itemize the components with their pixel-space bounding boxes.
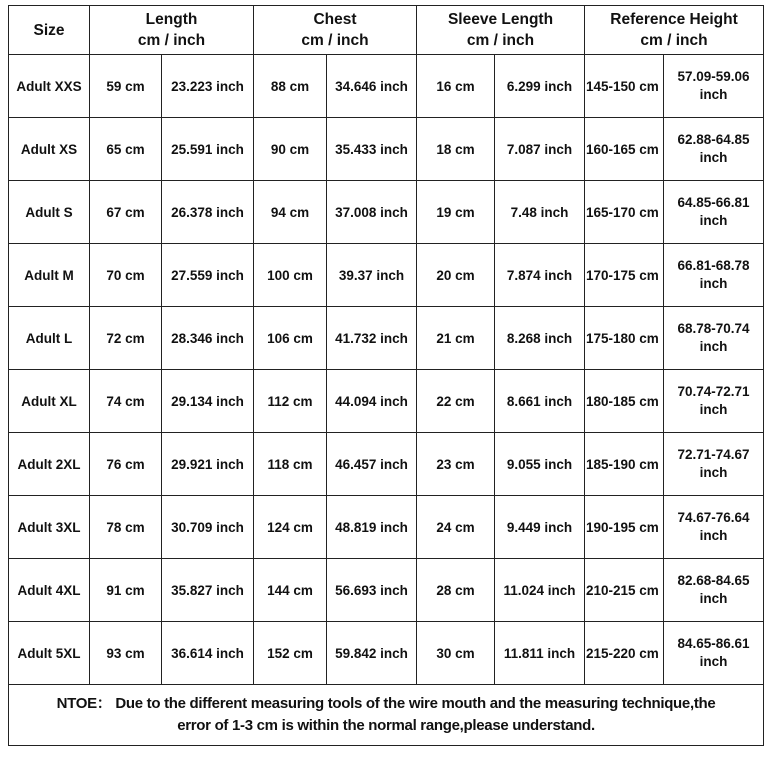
chest-inch-cell: 48.819 inch xyxy=(327,496,417,559)
height-inch-range: 82.68-84.65 xyxy=(677,573,750,588)
length-cm-cell: 67 cm xyxy=(90,181,162,244)
header-chest: Chest cm / inch xyxy=(254,6,417,55)
size-cell: Adult S xyxy=(9,181,90,244)
table-row xyxy=(9,118,764,181)
length-inch-cell: 35.827 inch xyxy=(162,559,254,622)
height-inch-unit: inch xyxy=(699,402,728,417)
measurement-note xyxy=(9,685,764,746)
sleeve-cm-cell: 22 cm xyxy=(417,370,495,433)
chest-inch-cell: 56.693 inch xyxy=(327,559,417,622)
chest-inch-cell: 41.732 inch xyxy=(327,307,417,370)
note-line-1: NTOE： Due to the different measuring tools of the wire mouth and the measuring technique,the xyxy=(56,695,716,712)
height-cm-cell: 170-175 cm xyxy=(585,244,664,307)
size-cell: Adult 3XL xyxy=(9,496,90,559)
sleeve-cm-cell: 23 cm xyxy=(417,433,495,496)
length-cm-cell: 93 cm xyxy=(90,622,162,685)
chest-cm-cell: 144 cm xyxy=(254,559,327,622)
height-inch-range: 84.65-86.61 xyxy=(677,636,750,651)
header-row xyxy=(9,6,764,55)
height-inch-cell xyxy=(664,370,764,433)
height-inch-range: 57.09-59.06 xyxy=(677,69,750,84)
length-cm-cell: 91 cm xyxy=(90,559,162,622)
header-sleeve-length: Sleeve Length cm / inch xyxy=(417,6,585,55)
height-inch-unit: inch xyxy=(699,150,728,165)
chest-cm-cell: 90 cm xyxy=(254,118,327,181)
size-chart-table xyxy=(8,5,764,746)
length-inch-cell: 29.134 inch xyxy=(162,370,254,433)
chest-inch-cell: 35.433 inch xyxy=(327,118,417,181)
length-cm-cell: 65 cm xyxy=(90,118,162,181)
height-inch-range: 70.74-72.71 xyxy=(677,384,750,399)
chest-inch-cell: 39.37 inch xyxy=(327,244,417,307)
chest-inch-cell: 34.646 inch xyxy=(327,55,417,118)
length-cm-cell: 76 cm xyxy=(90,433,162,496)
table-row xyxy=(9,181,764,244)
length-cm-cell: 78 cm xyxy=(90,496,162,559)
chest-cm-cell: 100 cm xyxy=(254,244,327,307)
sleeve-cm-cell: 16 cm xyxy=(417,55,495,118)
height-cm-cell: 145-150 cm xyxy=(585,55,664,118)
height-inch-unit: inch xyxy=(699,87,728,102)
height-cm-cell: 160-165 cm xyxy=(585,118,664,181)
length-cm-cell: 59 cm xyxy=(90,55,162,118)
height-inch-unit: inch xyxy=(699,213,728,228)
height-inch-cell xyxy=(664,55,764,118)
sleeve-inch-cell: 7.48 inch xyxy=(495,181,585,244)
chest-cm-cell: 124 cm xyxy=(254,496,327,559)
table-row xyxy=(9,244,764,307)
height-cm-cell: 175-180 cm xyxy=(585,307,664,370)
size-cell: Adult 4XL xyxy=(9,559,90,622)
height-cm-cell: 215-220 cm xyxy=(585,622,664,685)
length-inch-cell: 27.559 inch xyxy=(162,244,254,307)
height-inch-range: 74.67-76.64 xyxy=(677,510,750,525)
height-cm-cell: 185-190 cm xyxy=(585,433,664,496)
sleeve-inch-cell: 7.087 inch xyxy=(495,118,585,181)
size-cell: Adult M xyxy=(9,244,90,307)
height-cm-cell: 165-170 cm xyxy=(585,181,664,244)
table-row xyxy=(9,622,764,685)
chest-cm-cell: 118 cm xyxy=(254,433,327,496)
height-inch-unit: inch xyxy=(699,465,728,480)
sleeve-cm-cell: 19 cm xyxy=(417,181,495,244)
size-cell: Adult XL xyxy=(9,370,90,433)
sleeve-inch-cell: 6.299 inch xyxy=(495,55,585,118)
length-inch-cell: 25.591 inch xyxy=(162,118,254,181)
height-inch-unit: inch xyxy=(699,276,728,291)
chest-inch-cell: 37.008 inch xyxy=(327,181,417,244)
header-size: Size xyxy=(9,6,90,55)
length-cm-cell: 70 cm xyxy=(90,244,162,307)
sleeve-cm-cell: 18 cm xyxy=(417,118,495,181)
sleeve-cm-cell: 28 cm xyxy=(417,559,495,622)
size-cell: Adult 2XL xyxy=(9,433,90,496)
sleeve-cm-cell: 20 cm xyxy=(417,244,495,307)
length-cm-cell: 72 cm xyxy=(90,307,162,370)
length-inch-cell: 26.378 inch xyxy=(162,181,254,244)
note-line-2: error of 1-3 cm is within the normal range,please understand. xyxy=(177,717,595,734)
chest-cm-cell: 152 cm xyxy=(254,622,327,685)
height-inch-cell xyxy=(664,307,764,370)
table-row xyxy=(9,559,764,622)
sleeve-inch-cell: 7.874 inch xyxy=(495,244,585,307)
length-inch-cell: 28.346 inch xyxy=(162,307,254,370)
sleeve-cm-cell: 21 cm xyxy=(417,307,495,370)
chest-cm-cell: 106 cm xyxy=(254,307,327,370)
sleeve-inch-cell: 11.024 inch xyxy=(495,559,585,622)
size-cell: Adult XS xyxy=(9,118,90,181)
height-inch-cell xyxy=(664,244,764,307)
sleeve-cm-cell: 24 cm xyxy=(417,496,495,559)
chest-inch-cell: 59.842 inch xyxy=(327,622,417,685)
chest-inch-cell: 46.457 inch xyxy=(327,433,417,496)
length-inch-cell: 30.709 inch xyxy=(162,496,254,559)
height-inch-unit: inch xyxy=(699,654,728,669)
note-row xyxy=(9,685,764,746)
height-inch-cell xyxy=(664,496,764,559)
height-inch-range: 72.71-74.67 xyxy=(677,447,750,462)
sleeve-cm-cell: 30 cm xyxy=(417,622,495,685)
height-inch-unit: inch xyxy=(699,528,728,543)
length-inch-cell: 36.614 inch xyxy=(162,622,254,685)
table-row xyxy=(9,433,764,496)
size-cell: Adult L xyxy=(9,307,90,370)
height-cm-cell: 190-195 cm xyxy=(585,496,664,559)
height-inch-cell xyxy=(664,181,764,244)
chest-cm-cell: 88 cm xyxy=(254,55,327,118)
sleeve-inch-cell: 11.811 inch xyxy=(495,622,585,685)
table-row xyxy=(9,307,764,370)
sleeve-inch-cell: 8.268 inch xyxy=(495,307,585,370)
height-inch-range: 66.81-68.78 xyxy=(677,258,750,273)
height-inch-unit: inch xyxy=(699,591,728,606)
length-inch-cell: 23.223 inch xyxy=(162,55,254,118)
height-inch-range: 64.85-66.81 xyxy=(677,195,750,210)
height-inch-cell xyxy=(664,433,764,496)
size-cell: Adult 5XL xyxy=(9,622,90,685)
sleeve-inch-cell: 9.449 inch xyxy=(495,496,585,559)
header-reference-height: Reference Height cm / inch xyxy=(585,6,764,55)
height-cm-cell: 210-215 cm xyxy=(585,559,664,622)
height-inch-cell xyxy=(664,622,764,685)
header-length: Length cm / inch xyxy=(90,6,254,55)
table-row xyxy=(9,370,764,433)
height-cm-cell: 180-185 cm xyxy=(585,370,664,433)
height-inch-cell xyxy=(664,559,764,622)
table-row xyxy=(9,55,764,118)
length-cm-cell: 74 cm xyxy=(90,370,162,433)
height-inch-cell xyxy=(664,118,764,181)
table-row xyxy=(9,496,764,559)
chest-cm-cell: 94 cm xyxy=(254,181,327,244)
length-inch-cell: 29.921 inch xyxy=(162,433,254,496)
chest-cm-cell: 112 cm xyxy=(254,370,327,433)
sleeve-inch-cell: 8.661 inch xyxy=(495,370,585,433)
sleeve-inch-cell: 9.055 inch xyxy=(495,433,585,496)
height-inch-range: 68.78-70.74 xyxy=(677,321,750,336)
height-inch-unit: inch xyxy=(699,339,728,354)
chest-inch-cell: 44.094 inch xyxy=(327,370,417,433)
size-cell: Adult XXS xyxy=(9,55,90,118)
height-inch-range: 62.88-64.85 xyxy=(677,132,750,147)
